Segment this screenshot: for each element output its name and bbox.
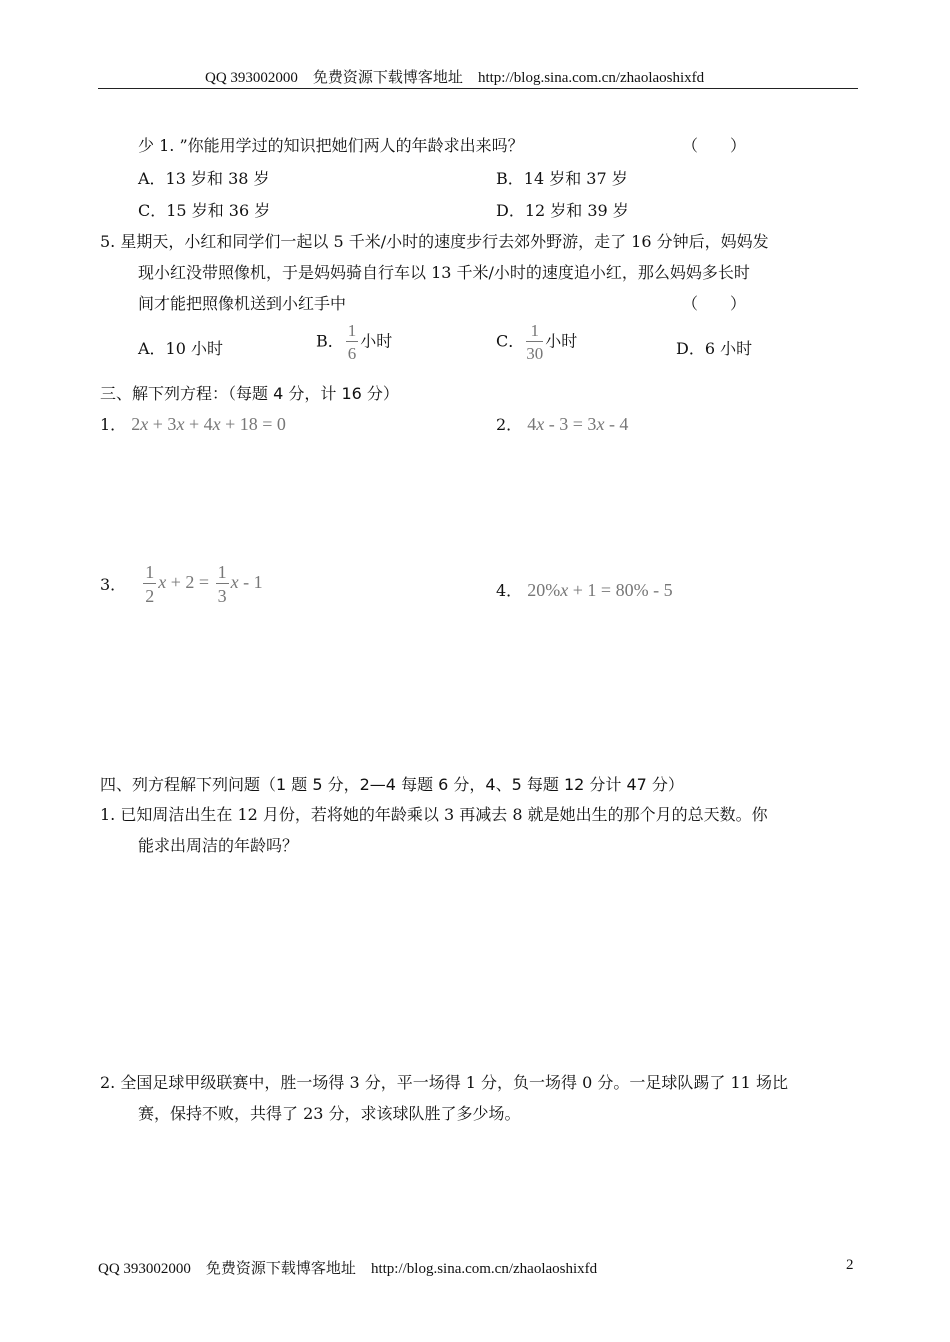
problem2-line1: 2. 全国足球甲级联赛中，胜一场得 3 分，平一场得 1 分，负一场得 0 分。一足球队踢了 11 场比 <box>100 1073 788 1092</box>
q5-option-b-fraction <box>346 322 359 362</box>
section3-title: 三、解下列方程：（每题 4 分，计 16 分） <box>100 384 399 403</box>
header-url: http://blog.sina.com.cn/zhaolaoshixfd <box>477 70 705 86</box>
q5-line3: 间才能把照像机送到小红手中 <box>138 294 347 313</box>
equation-1-expression: 2x + 3x + 4x + 18 = 0 <box>131 414 286 434</box>
equation-2-expression: 4x - 3 = 3x - 4 <box>527 414 629 434</box>
q5-option-c <box>496 322 577 362</box>
problem1-line2: 能求出周洁的年龄吗？ <box>138 836 299 855</box>
q5-option-d: D．6 小时 <box>676 339 753 358</box>
page-header <box>205 66 704 87</box>
q5-option-c-fraction <box>526 322 543 362</box>
footer-url: http://blog.sina.com.cn/zhaolaoshixfd <box>370 1261 598 1277</box>
q5-option-c-label: C． <box>496 331 525 351</box>
header-rule <box>98 88 858 89</box>
footer-qq: QQ 393002000 <box>98 1261 191 1277</box>
equation-4 <box>496 578 673 601</box>
equation-3-label: 3． <box>100 575 127 595</box>
q4-option-a: A．13 岁和 38 岁 <box>138 169 270 188</box>
q5-option-b <box>316 322 392 362</box>
page-number: 2 <box>846 1257 854 1273</box>
section4-title: 四、列方程解下列问题（1 题 5 分，2—4 每题 6 分，4、5 每题 12 分计 47 分） <box>100 775 684 794</box>
q5-option-c-unit: 小时 <box>545 331 578 351</box>
equation-1-label: 1． <box>100 415 127 434</box>
equation-1 <box>100 412 286 435</box>
equation-3 <box>100 563 263 605</box>
q4-option-b: B．14 岁和 37 岁 <box>496 169 628 188</box>
q5-option-b-unit: 小时 <box>360 331 393 351</box>
header-site: 免费资源下载博客地址 <box>312 70 463 86</box>
q4-text: 少 1. ”你能用学过的知识把她们两人的年龄求出来吗？ <box>138 136 524 155</box>
equation-2-label: 2． <box>496 415 523 434</box>
equation-4-expression: 20%x + 1 = 80% - 5 <box>527 580 673 600</box>
fraction-denominator: 6 <box>347 344 357 363</box>
fraction-numerator: 1 <box>347 321 357 340</box>
q4-bracket: （ ） <box>682 136 747 155</box>
page-footer <box>98 1257 597 1278</box>
q4-option-d: D．12 岁和 39 岁 <box>496 201 629 220</box>
q5-option-a: A．10 小时 <box>138 339 224 358</box>
problem2-line2: 赛，保持不败，共得了 23 分，求该球队胜了多少场。 <box>138 1104 521 1123</box>
q4-option-c: C．15 岁和 36 岁 <box>138 201 271 220</box>
problem1-line1: 1. 已知周洁出生在 12 月份，若将她的年龄乘以 3 再减去 8 就是她出生的那个月的总天数。你 <box>100 805 768 824</box>
q5-line1: 5. 星期天，小红和同学们一起以 5 千米/小时的速度步行去郊外野游，走了 16 分钟后，妈妈发 <box>100 232 769 251</box>
q5-line2: 现小红没带照像机，于是妈妈骑自行车以 13 千米/小时的速度追小红，那么妈妈多长时 <box>138 263 750 282</box>
header-qq: QQ 393002000 <box>205 70 298 86</box>
equation-2 <box>496 412 628 435</box>
q5-option-b-label: B． <box>316 331 344 351</box>
fraction-numerator: 1 <box>526 322 543 342</box>
equation-4-label: 4． <box>496 581 523 600</box>
footer-site: 免费资源下载博客地址 <box>205 1261 356 1277</box>
fraction-denominator: 30 <box>526 344 544 363</box>
q5-bracket: （ ） <box>682 294 747 313</box>
equation-3-expression: $\frac{1}{2}$ x + 2 = $\frac{1}{3}$ x - 1 <box>145 562 263 606</box>
